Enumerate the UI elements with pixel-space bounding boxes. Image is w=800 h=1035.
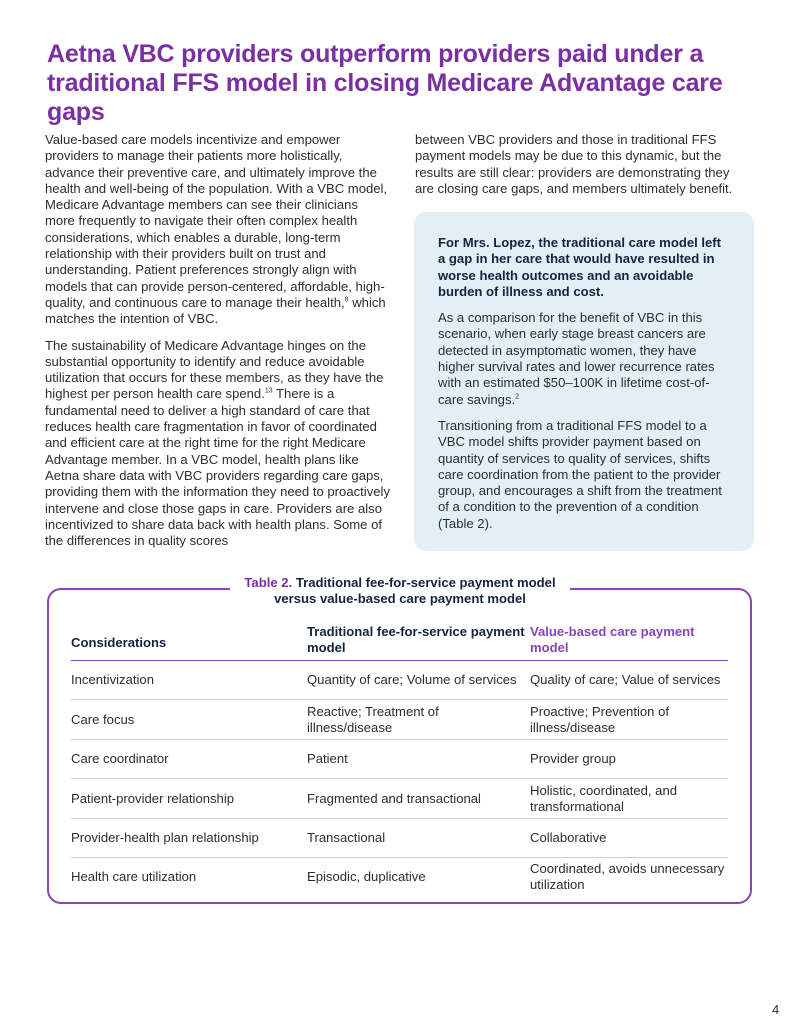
page-title: Aetna VBC providers outperform providers paid under a traditional FFS model in closing Medicare Advantage care gaps	[47, 40, 723, 126]
table-number: Table 2.	[244, 575, 293, 590]
reference-superscript: 13	[264, 388, 273, 396]
left-column	[45, 132, 390, 559]
table-row	[71, 779, 728, 819]
table-cell: Coordinated, avoids unnecessary utilization	[530, 861, 725, 892]
table-cell: Health care utilization	[71, 869, 197, 884]
table-cell: Incentivization	[71, 672, 154, 687]
table-caption: Table 2. Traditional fee-for-service payment model versus value-based care payment model	[230, 575, 570, 607]
callout-paragraph: As a comparison for the benefit of VBC in this scenario, when early stage breast cancers are detected in asymptomatic women, they have higher survival rates and lower recurrence rates with an estimated $50–100K in lifetime cost-of-care savings.$^2$	[438, 310, 715, 407]
table-cell: Holistic, coordinated, and transformational	[530, 782, 678, 814]
table-cell: Quantity of care; Volume of services	[307, 672, 517, 687]
table-row	[71, 700, 728, 740]
table-cell: Provider-health plan relationship	[71, 830, 259, 845]
table-cell: Fragmented and transactional	[307, 790, 481, 806]
table-cell: Proactive; Prevention of illness/disease	[530, 703, 670, 735]
table-row	[71, 858, 728, 896]
table-cell: Care coordinator	[71, 751, 169, 766]
table-cell: Collaborative	[530, 830, 607, 845]
callout-box	[414, 212, 754, 551]
table-cell: Provider group	[530, 751, 616, 766]
page-number: 4	[772, 1002, 780, 1017]
table-row	[71, 819, 728, 858]
table-cell: Episodic, duplicative	[307, 869, 426, 884]
body-paragraph: between VBC providers and those in traditional FFS payment models may be due to this dynamic, but the results are still clear: providers are demonstrating they are closing care gaps, and members ultimately benefit.	[415, 132, 733, 196]
table-cell: Patient-provider relationship	[71, 790, 235, 806]
table-header-cell: Traditional fee-for-service payment model	[307, 624, 525, 655]
table-cell: Reactive; Treatment of illness/disease	[307, 703, 439, 735]
body-paragraph: The sustainability of Medicare Advantage hinges on the substantial opportunity to identify and reduce avoidable utilization that occurs for these members, as they have the highest per person health care spend.$^{13}$ There is a fundamental need to deliver a high standard of care that reduces health care fragmentation in favor of coordinated and efficient care at the right time for the right Medicare Advantage member. In a VBC model, health plans like Aetna share data with VBC providers regarding care gaps, providing them with the information they need to proactively intervene and close those gaps in care. Providers are also incentivized to share data back with health plans. Some of the differences in quality scores	[45, 337, 390, 549]
right-column	[415, 132, 745, 207]
table-header-cell: Value-based care payment model	[530, 624, 695, 655]
body-paragraph: Value-based care models incentivize and empower providers to manage their patients more holistically, advance their preventive care, and ultimately improve the health and well-being of the population. With a VBC model, Medicare Advantage members can see their clinicians more frequently to navigate their often complex health considerations, which enables a durable, long-term relationship with their providers built on trust and understanding. Patient preferences strongly align with models that can provide person-centered, affordable, high-quality, and continuous care to manage their health,$^8$ which matches the intention of VBC.	[45, 132, 388, 327]
table-row	[71, 661, 728, 700]
table-cell: Care focus	[71, 711, 135, 727]
callout-paragraph: Transitioning from a traditional FFS model to a VBC model shifts provider payment based on quantity of services to quality of services, shifts care coordination from the patient to the provider group, and encourages a shift from the treatment of a condition to the prevention of a condition (Table 2).	[438, 417, 722, 531]
table-row	[71, 740, 728, 779]
table-header-cell: Considerations	[71, 635, 167, 650]
table-cell: Patient	[307, 751, 348, 766]
table-header-row	[71, 620, 728, 661]
table-cell: Transactional	[307, 830, 386, 845]
reference-superscript: 8	[344, 296, 349, 304]
callout-lead: For Mrs. Lopez, the traditional care model left a gap in her care that would have resulted in worse health outcomes and an avoidable burden of illness and cost.	[438, 235, 722, 299]
table-cell: Quality of care; Value of services	[530, 672, 721, 687]
reference-superscript: 2	[515, 393, 520, 401]
